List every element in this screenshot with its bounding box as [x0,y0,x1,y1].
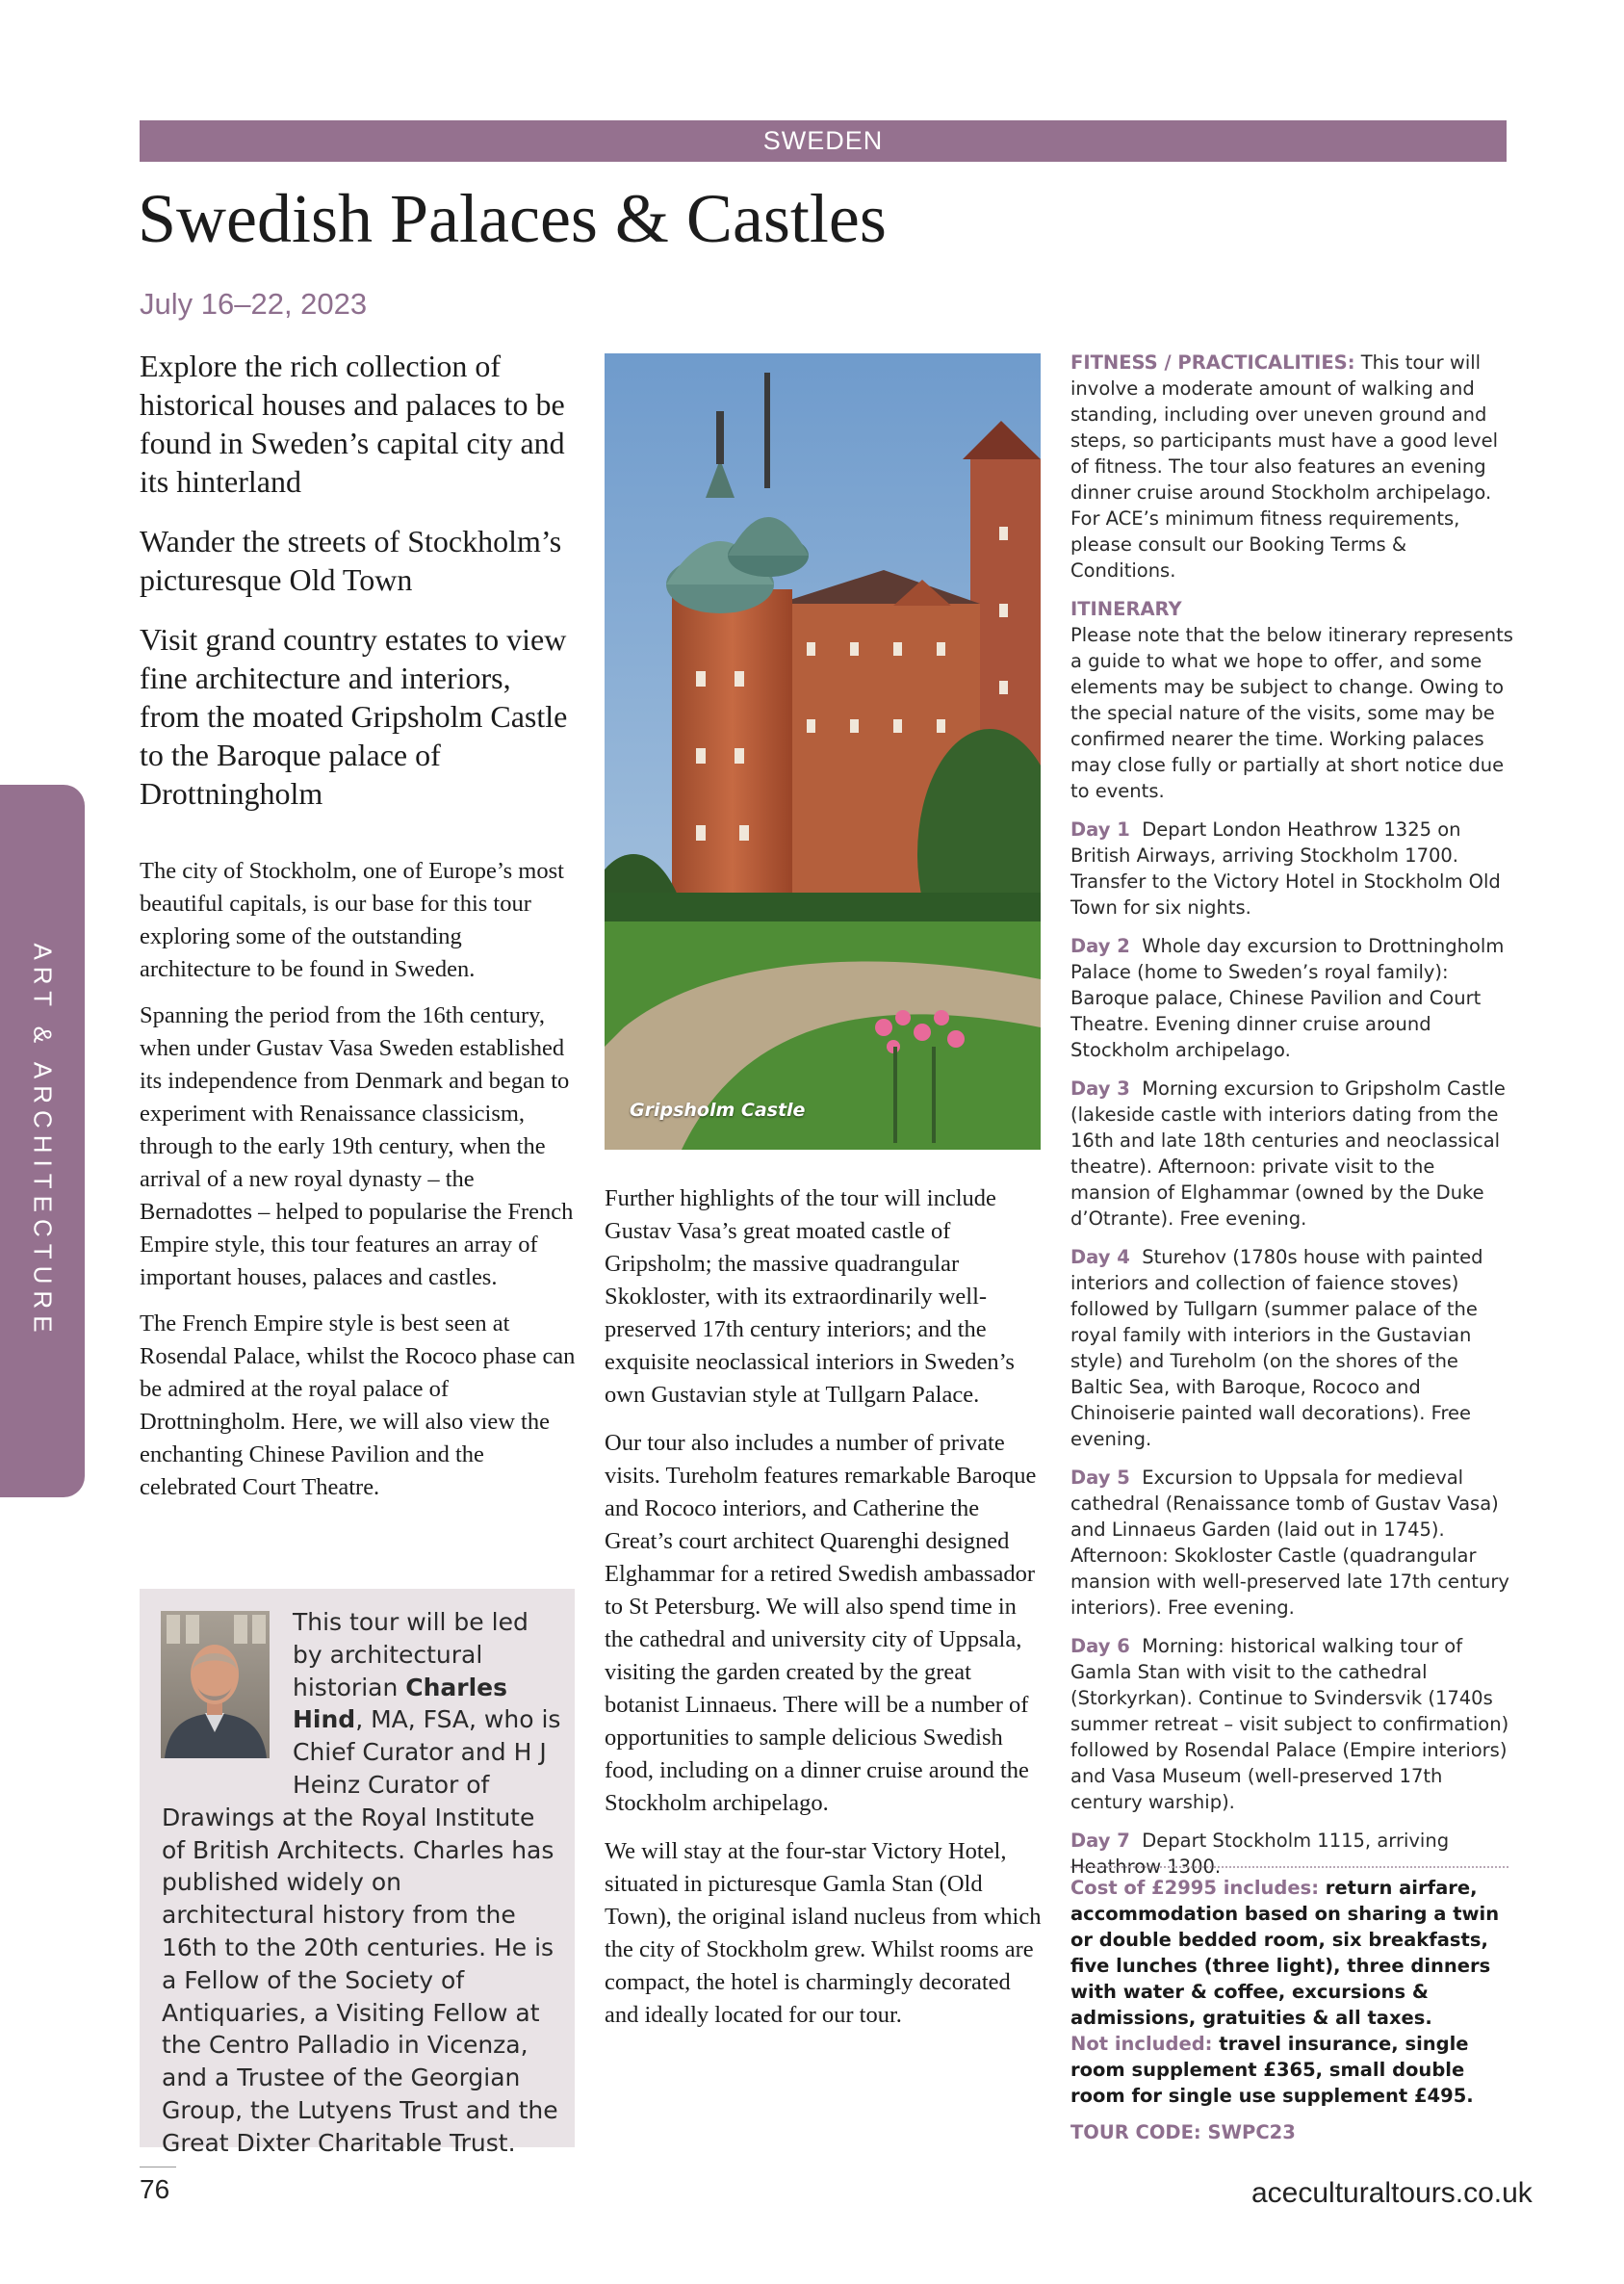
cost-excluded-text: travel insurance, single room supplement £365, small double room for single use supplement £495. [1070,2033,1474,2107]
day-text: Depart London Heathrow 1325 on British Airways, arriving Stockholm 1700. Transfer to the Victory Hotel in Stockholm Old Town for six nights. [1070,818,1501,919]
day-label: Day 5 [1070,1466,1130,1489]
column-right [1070,350,1513,1892]
itinerary-day-2 [1070,933,1513,1063]
itinerary-day-3 [1070,1076,1513,1232]
day-label: Day 2 [1070,935,1130,957]
day-text: Morning excursion to Gripsholm Castle (lakeside castle with interiors dating from the 16th and late 18th centuries and neoclassical theatre). Afternoon: private visit to the mansion of Elghammar (owned by the Duke d’Otrante). Free evening. [1070,1077,1506,1230]
tour-dates: July 16–22, 2023 [140,287,368,321]
page-title: Swedish Palaces & Castles [138,180,887,257]
leader-bio: , MA, FSA, who is Chief Curator and H J Heinz Curator of Drawings at the Royal Institute of British Architects. Charles has published widely on architectural history from the 16th to the 20th centuries. He is a Fellow of the Society of Antiquaries, a Visiting Fellow at the Centro Palladio in Vicenza, and a Trustee of the Georgian Group, the Lutyens Trust and the Great Dixter Charitable Trust. [162,1705,561,2157]
itinerary-day-6 [1070,1633,1513,1815]
highlight-1: Explore the rich collection of historical houses and palaces to be found in Sweden’s capital city and its hinterland [140,349,565,499]
day-label: Day 7 [1070,1830,1130,1852]
page-number: 76 [140,2174,170,2204]
cost-includes-label: Cost of £2995 includes: [1070,1877,1320,1899]
country-label: SWEDEN [762,126,884,155]
day-text: Excursion to Uppsala for medieval cathedral (Renaissance tomb of Gustav Vasa) and Linnaeus Garden (laid out in 1745). Afternoon: Skokloster Castle (quadrangular mansion with well-preserved late 17th century interiors). Free evening. [1070,1466,1509,1619]
itinerary-day-5 [1070,1465,1513,1621]
body-paragraph-1: Further highlights of the tour will include Gustav Vasa’s great moated castle of Gripsholm; the massive quadrangular Skokloster, with its extraordinarily well-preserved 17th century interiors; and the exquisite neoclassical interiors in Sweden’s own Gustavian style at Tullgarn Palace. [605,1185,1015,1408]
tour-code: TOUR CODE: SWPC23 [1070,2121,1296,2143]
cost-section [1070,1875,1513,2109]
itinerary-day-1 [1070,817,1513,921]
itinerary-day-7 [1070,1828,1513,1880]
tour-leader-text [162,1606,561,2160]
itinerary-day-4 [1070,1244,1513,1452]
fitness-text: This tour will involve a moderate amount of walking and standing, including over uneven ground and steps, so participants must have a good level of fitness. The tour also features an evening dinner cruise around Stockholm archipelago. For ACE’s minimum fitness requirements, please consult our Booking Terms & Conditions. [1070,351,1498,582]
cost-divider [1070,1866,1508,1868]
day-text: Sturehov (1780s house with painted interiors and collection of faience stoves) followed by Tullgarn (summer palace of the royal family with interiors in the Gustavian style) and Tureholm (on the shores of the Baltic Sea, with Baroque, Rococo and Chinoiserie painted wall decorations). Free evening. [1070,1246,1483,1450]
castle-photo-icon [605,353,1041,1150]
intro-paragraph-1: The city of Stockholm, one of Europe’s most beautiful capitals, is our base for this tour exploring some of the outstanding architecture to be found in Sweden. [140,858,564,982]
country-bar [140,120,1507,162]
day-label: Day 1 [1070,818,1130,841]
cost-includes-text: return airfare, accommodation based on sharing a twin or double bedded room, six breakfasts, five lunches (three light), three dinners with water & coffee, excursions & admissions, gratuities & all taxes. [1070,1877,1500,2029]
leader-intro: This tour will be led by architectural historian [293,1608,528,1701]
day-label: Day 6 [1070,1635,1130,1657]
highlight-2: Wander the streets of Stockholm’s picturesque Old Town [140,524,562,597]
column-left [140,347,578,1518]
fitness-label: FITNESS / PRACTICALITIES: [1070,351,1355,374]
leader-name: Charles Hind [293,1673,507,1734]
cost-excluded [1070,2031,1513,2109]
section-side-tab-label: ART & ARCHITECTURE [28,943,58,1339]
day-label: Day 3 [1070,1077,1130,1100]
intro-paragraph-3: The French Empire style is best seen at Rosendal Palace, whilst the Rococo phase can be admired at the royal palace of Drottningholm. Here, we will also view the enchanting Chinese Pavilion and the celebrated Court Theatre. [140,1311,576,1500]
cost-excluded-label: Not included: [1070,2033,1213,2055]
website-link[interactable]: aceculturaltours.co.uk [1251,2177,1533,2209]
intro [140,855,578,1504]
photo-spacer [162,1606,293,1775]
fitness-section [1070,350,1513,584]
day-label: Day 4 [1070,1246,1130,1268]
day-text: Depart Stockholm 1115, arriving Heathrow 1300. [1070,1830,1450,1878]
body-paragraph-3: We will stay at the four-star Victory Hotel, situated in picturesque Gamla Stan (Old Town), the original island nucleus from which the city of Stockholm grew. Whilst rooms are compact, the hotel is charmingly decorated and ideally located for our tour. [605,1838,1042,2028]
day-text: Morning: historical walking tour of Gamla Stan with visit to the cathedral (Storkyrkan). Continue to Svindersvik (1740s summer retreat – visit subject to confirmation) followed by Rosendal Palace (Empire interiors) and Vasa Museum (well-preserved 17th century warship). [1070,1635,1509,1813]
section-side-tab [0,785,85,1497]
itinerary-note-text: Please note that the below itinerary represents a guide to what we hope to offer, and some elements may be subject to change. Owing to the special nature of the visits, some may be confirmed nearer the time. Working palaces may close fully or partially at short notice due to events. [1070,624,1513,802]
photo-caption: Gripsholm Castle [630,1100,806,1121]
intro-paragraph-2: Spanning the period from the 16th century, when under Gustav Vasa Sweden established its independence from Denmark and began to experiment with Renaissance classicism, through to the early 19th century, when the arrival of a new royal dynasty – the Bernadottes – helped to popularise the French Empire style, this tour features an array of important houses, palaces and castles. [140,1002,574,1290]
cost-includes [1070,1875,1513,2031]
column-middle [605,1182,1043,2047]
day-text: Whole day excursion to Drottningholm Palace (home to Sweden’s royal family): Baroque palace, Chinese Pavilion and Court Theatre. Evening dinner cruise around Stockholm archipelago. [1070,935,1505,1061]
itinerary-heading: ITINERARY [1070,598,1182,620]
itinerary-note [1070,596,1513,804]
highlight-3: Visit grand country estates to view fine architecture and interiors, from the moated Gripsholm Castle to the Baroque palace of Drottningholm [140,622,568,811]
body-paragraph-2: Our tour also includes a number of private visits. Tureholm features remarkable Baroque and Rococo interiors, and Catherine the Great’s court architect Quarenghi designed Elghammar for a retired Swedish ambassador to St Petersburg. We will also spend time in the cathedral and university city of Uppsala, visiting the garden created by the great botanist Linnaeus. There will be a number of opportunities to sample delicious Swedish food, including on a dinner cruise around the Stockholm archipelago. [605,1430,1037,1816]
